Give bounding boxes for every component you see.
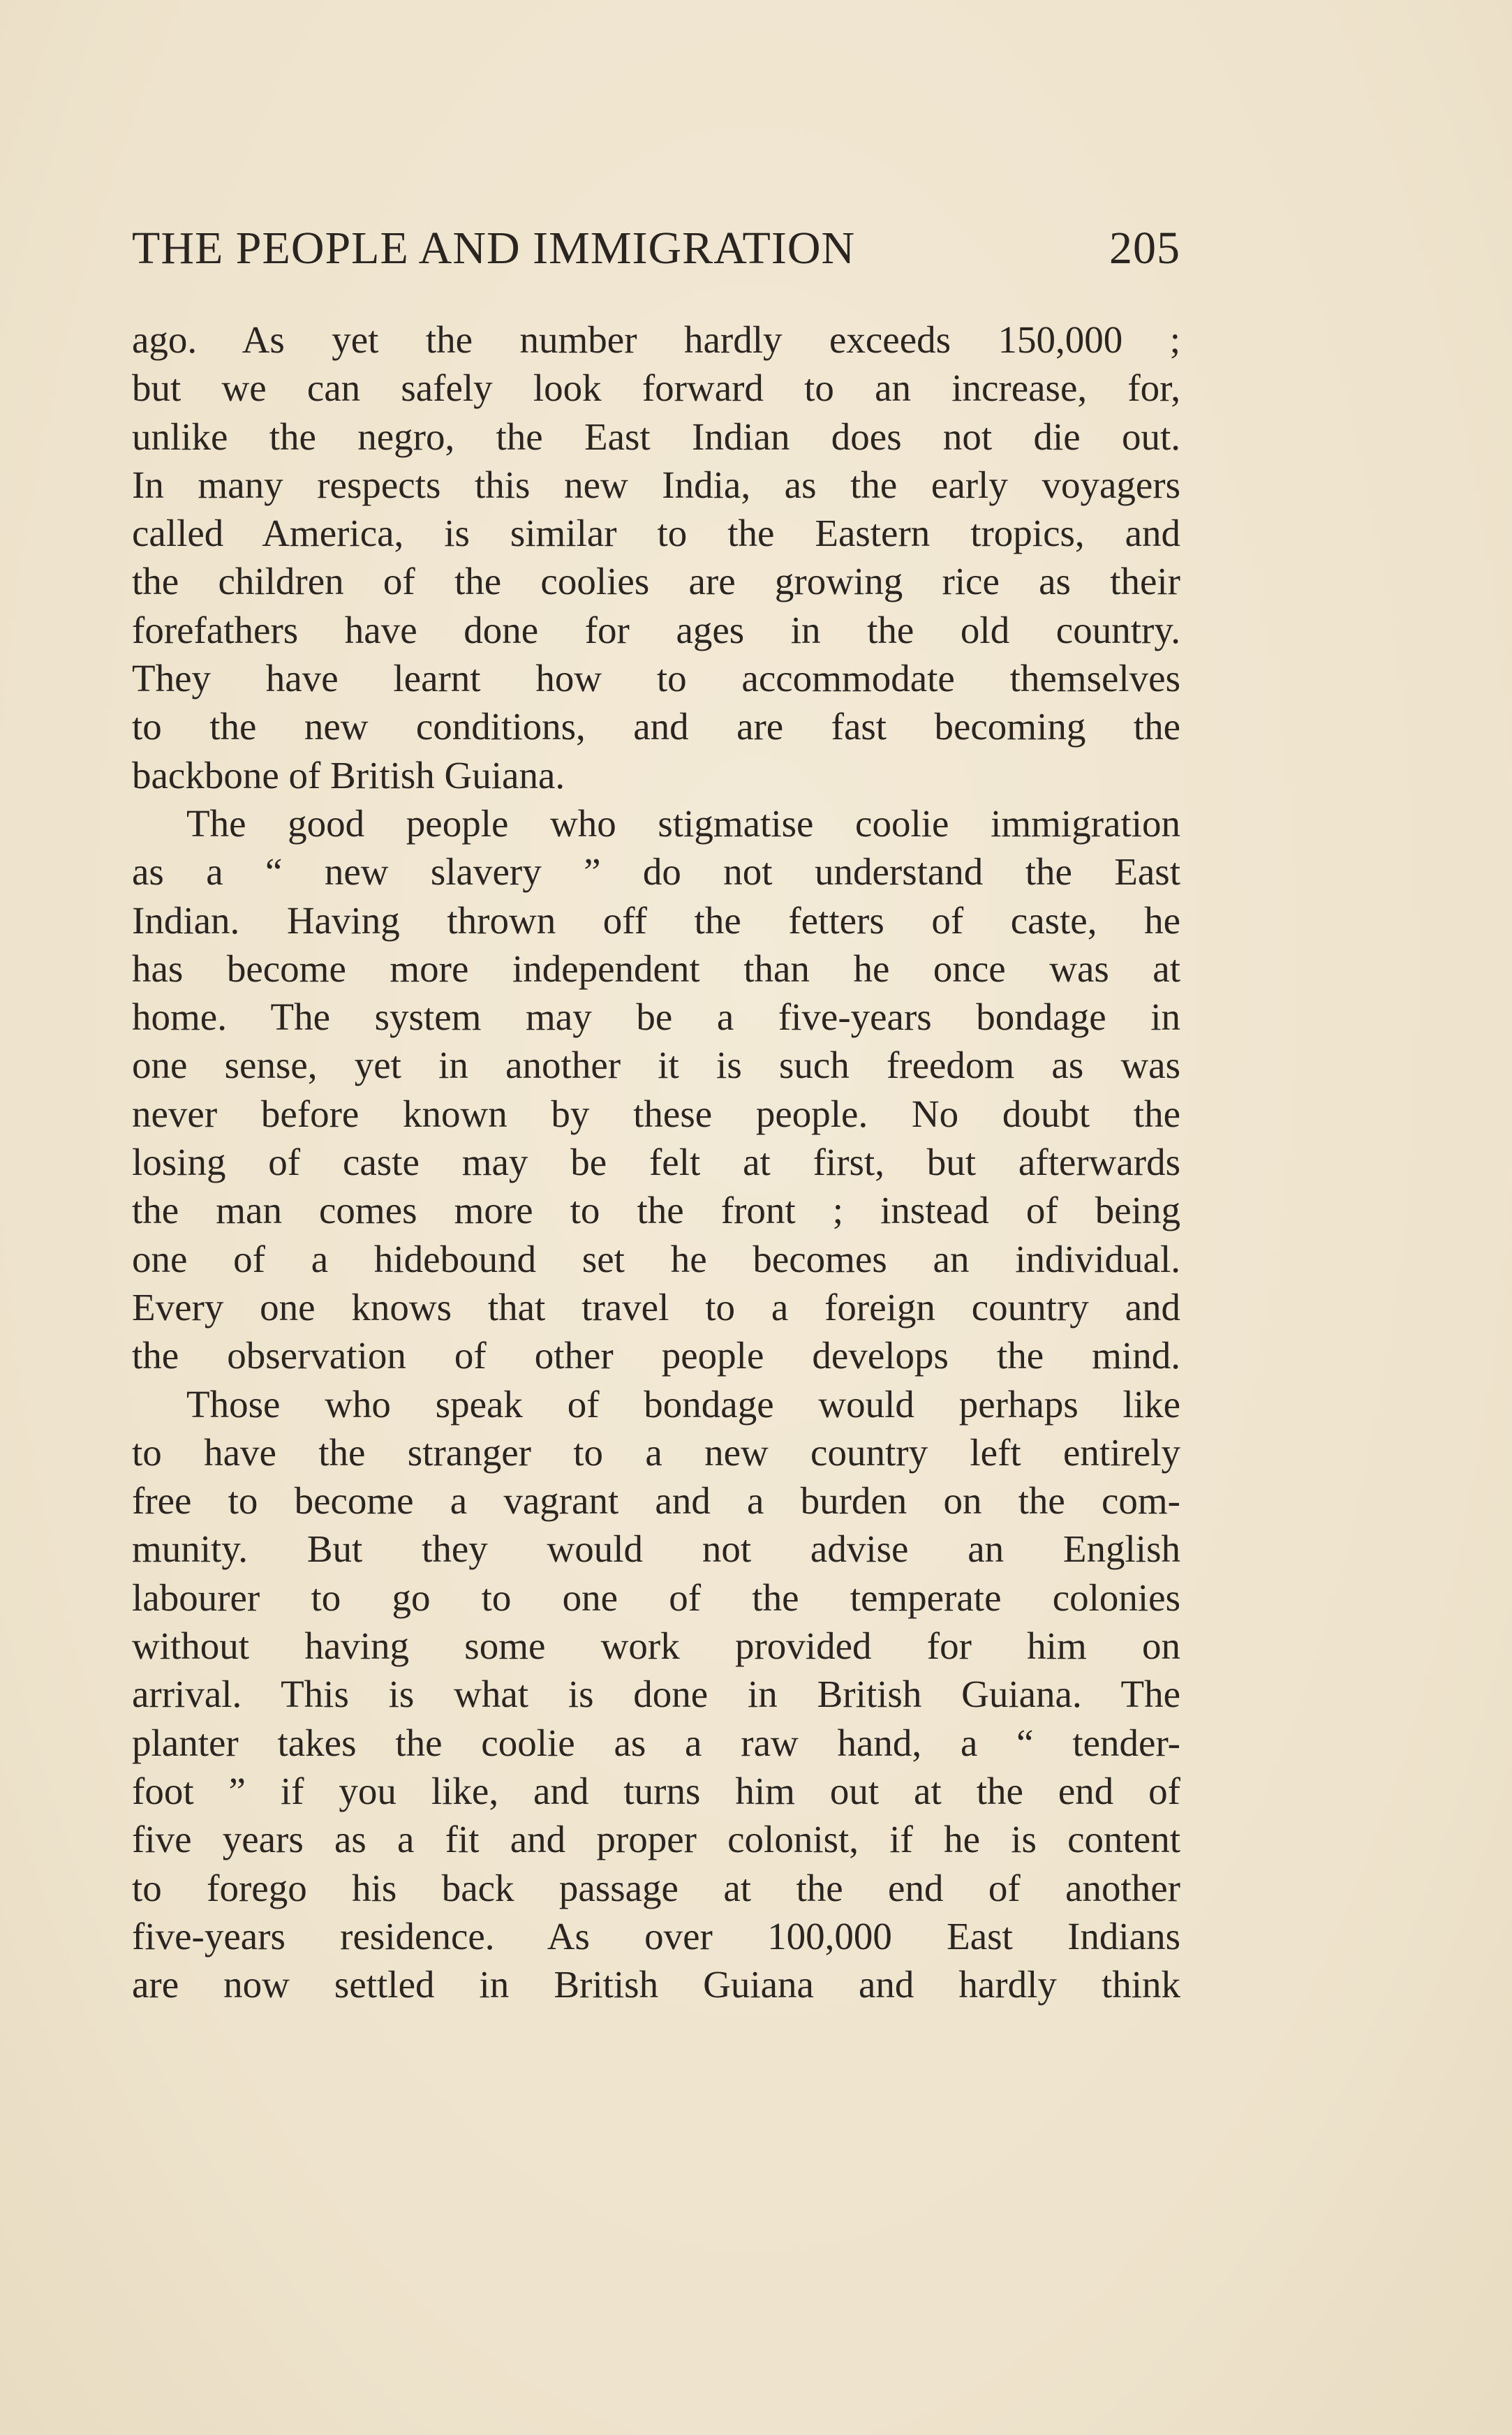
text-line: the observation of other people develops the mind. [132,1334,1180,1377]
text-line: planter takes the coolie as a raw hand, a “ tender- [132,1721,1180,1764]
text-line: never before known by these people. No doubt the [132,1092,1180,1135]
text-line: losing of caste may be felt at first, but afterwards [132,1141,1180,1184]
text-line: Every one knows that travel to a foreign country and [132,1285,1180,1328]
text-line: the children of the coolies are growing rice as their [132,560,1180,603]
header-title: THE PEOPLE AND IMMIGRATION [132,223,856,274]
text-line: home. The system may be a five-years bondage in [132,996,1180,1039]
text-line: one sense, yet in another it is such freedom as was [132,1044,1180,1087]
text-line: Those who speak of bondage would perhaps like [186,1382,1180,1426]
text-line: are now settled in British Guiana and hardly think [132,1963,1180,2006]
text-line: but we can safely look forward to an increase, for, [132,367,1180,410]
text-line: without having some work provided for him on [132,1624,1180,1668]
text-line: as a “ new slavery ” do not understand the East [132,850,1180,894]
text-line: labourer to go to one of the temperate colonies [132,1576,1180,1619]
text-line: to forego his back passage at the end of another [132,1866,1180,1909]
body-text [132,316,1180,2008]
page-number: 205 [1109,223,1180,274]
text-line: has become more independent than he once was at [132,947,1180,990]
text-line: unlike the negro, the East Indian does not die out. [132,415,1180,458]
text-line: The good people who stigmatise coolie immigration [186,801,1180,845]
text-line: arrival. This is what is done in British Guiana. The [132,1673,1180,1716]
text-line: called America, is similar to the Eastern tropics, and [132,512,1180,555]
text-line: They have learnt how to accommodate themselves [132,657,1180,700]
text-line: the man comes more to the front ; instead of being [132,1189,1180,1232]
text-line: foot ” if you like, and turns him out at the end of [132,1769,1180,1812]
text-line: In many respects this new India, as the early voyagers [132,463,1180,506]
running-header [132,222,1180,275]
text-line: one of a hidebound set he becomes an individual. [132,1237,1180,1280]
text-line: Indian. Having thrown off the fetters of caste, he [132,898,1180,942]
text-line: to have the stranger to a new country left entirely [132,1430,1180,1474]
text-line: free to become a vagrant and a burden on the com- [132,1479,1180,1523]
text-line: five-years residence. As over 100,000 East Indians [132,1914,1180,1957]
text-line: five years as a fit and proper colonist, if he is content [132,1818,1180,1861]
text-line: backbone of British Guiana. [132,753,565,797]
text-line: forefathers have done for ages in the old country. [132,608,1180,651]
text-line: munity. But they would not advise an English [132,1527,1180,1571]
text-line: ago. As yet the number hardly exceeds 150,000 ; [132,318,1180,361]
text-line: to the new conditions, and are fast becoming the [132,705,1180,748]
